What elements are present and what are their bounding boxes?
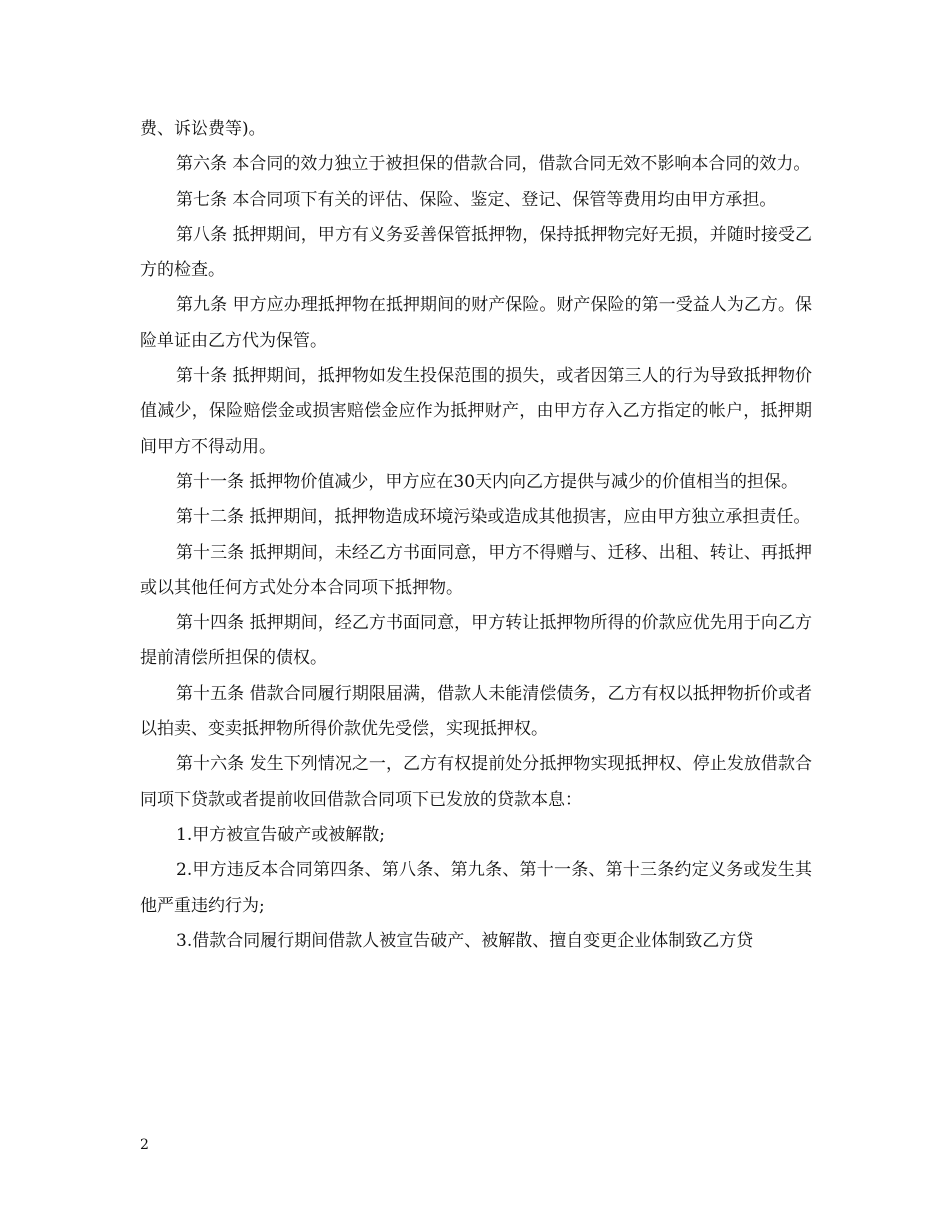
paragraph: 第十五条 借款合同履行期限届满，借款人未能清偿债务，乙方有权以抵押物折价或者以拍卖、变卖抵押物所得价款优先受偿，实现抵押权。: [140, 683, 812, 740]
paragraph: 第十四条 抵押期间，经乙方书面同意，甲方转让抵押物所得的价款应优先用于向乙方提前清偿所担保的债权。: [140, 613, 812, 669]
paragraph: 第十二条 抵押期间，抵押物造成环境污染或造成其他损害，应由甲方独立承担责任。: [176, 507, 811, 528]
paragraph: 费、诉讼费等)。: [140, 119, 266, 139]
paragraph: 第十条 抵押期间，抵押物如发生投保范围的损失，或者因第三人的行为导致抵押物价值减少，保险赔偿金或损害赔偿金应作为抵押财产，由甲方存入乙方指定的帐户，抵押期间甲方不得动用。: [140, 366, 812, 457]
paragraph: 第十六条 发生下列情况之一，乙方有权提前处分抵押物实现抵押权、停止发放借款合同项下贷款或者提前收回借款合同项下已发放的贷款本息：: [140, 754, 812, 810]
paragraph: 第九条 甲方应办理抵押物在抵押期间的财产保险。财产保险的第一受益人为乙方。保险单证由乙方代为保管。: [140, 295, 812, 351]
paragraph: 2.甲方违反本合同第四条、第八条、第九条、第十一条、第十三条约定义务或发生其他严重违约行为;: [140, 860, 812, 916]
paragraph: 第六条 本合同的效力独立于被担保的借款合同，借款合同无效不影响本合同的效力。: [176, 154, 811, 175]
paragraph: 第八条 抵押期间，甲方有义务妥善保管抵押物，保持抵押物完好无损，并随时接受乙方的检查。: [140, 224, 812, 281]
document-body: [140, 112, 812, 959]
paragraph: 3.借款合同履行期间借款人被宣告破产、被解散、擅自变更企业体制致乙方贷: [176, 930, 754, 951]
page-number: 2: [140, 1137, 149, 1153]
paragraph: 1.甲方被宣告破产或被解散;: [176, 824, 385, 845]
paragraph: 第十三条 抵押期间，未经乙方书面同意，甲方不得赠与、迁移、出租、转让、再抵押或以其他任何方式处分本合同项下抵押物。: [140, 542, 812, 598]
paragraph: 第十一条 抵押物价值减少，甲方应在30天内向乙方提供与减少的价值相当的担保。: [176, 471, 799, 492]
paragraph: 第七条 本合同项下有关的评估、保险、鉴定、登记、保管等费用均由甲方承担。: [176, 189, 777, 210]
